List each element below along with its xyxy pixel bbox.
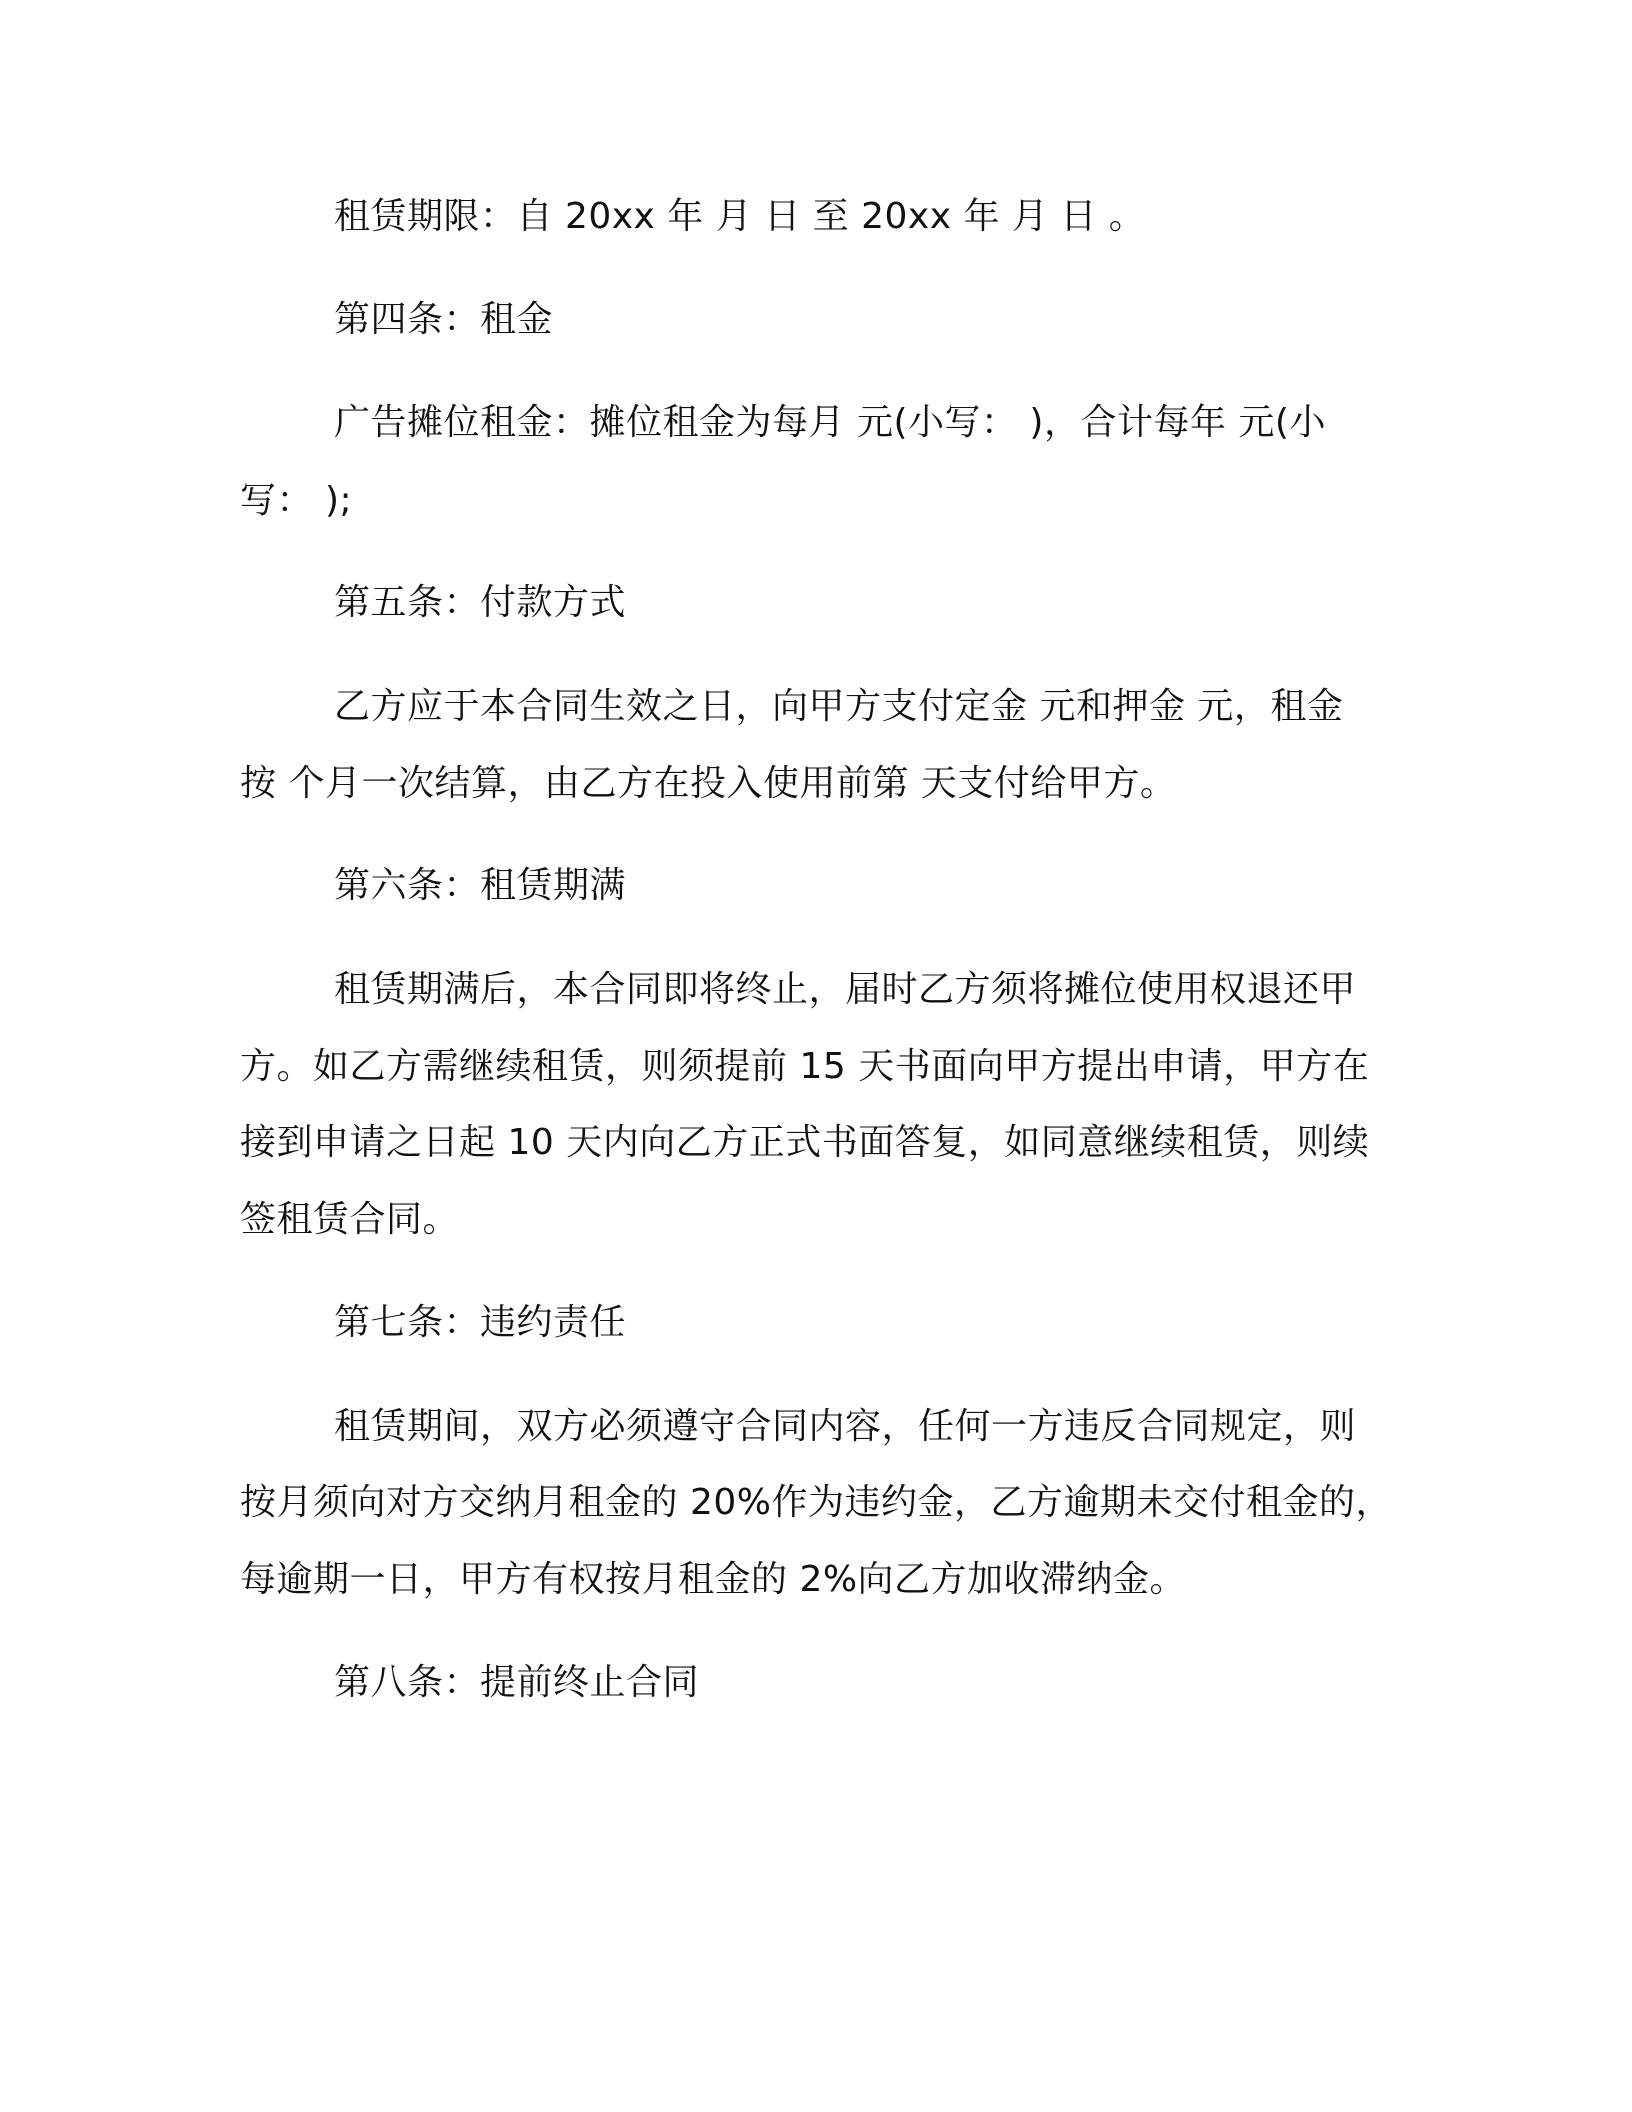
article-4-heading: 第四条：租金 (334, 299, 554, 340)
payment-paragraph-line-2: 按 个月一次结算，由乙方在投入使用前第 天支付给甲方。 (240, 763, 1177, 804)
article-5-heading: 第五条：付款方式 (334, 582, 627, 623)
expiry-paragraph-line-4: 签租赁合同。 (240, 1199, 460, 1240)
article-8-heading: 第八条：提前终止合同 (334, 1662, 700, 1703)
rent-paragraph-line-1: 广告摊位租金：摊位租金为每月 元(小写： )，合计每年 元(小 (334, 402, 1326, 443)
breach-paragraph-line-2: 按月须向对方交纳月租金的 20%作为违约金，乙方逾期未交付租金的， (240, 1482, 1392, 1523)
rent-paragraph-line-2: 写： ); (240, 480, 353, 521)
article-6-heading: 第六条：租赁期满 (334, 865, 627, 906)
payment-paragraph-line-1: 乙方应于本合同生效之日，向甲方支付定金 元和押金 元，租金 (334, 686, 1344, 727)
expiry-paragraph-line-2: 方。如乙方需继续租赁，则须提前 15 天书面向甲方提出申请，甲方在 (240, 1046, 1370, 1087)
expiry-paragraph-line-3: 接到申请之日起 10 天内向乙方正式书面答复，如同意继续租赁，则续 (240, 1122, 1370, 1163)
article-7-heading: 第七条：违约责任 (334, 1302, 627, 1343)
expiry-paragraph-line-1: 租赁期满后，本合同即将终止，届时乙方须将摊位使用权退还甲 (334, 969, 1357, 1010)
lease-term-line: 租赁期限：自 20xx 年 月 日 至 20xx 年 月 日 。 (334, 196, 1146, 237)
breach-paragraph-line-1: 租赁期间，双方必须遵守合同内容，任何一方违反合同规定，则 (334, 1406, 1357, 1447)
breach-paragraph-line-3: 每逾期一日，甲方有权按月租金的 2%向乙方加收滞纳金。 (240, 1559, 1187, 1600)
